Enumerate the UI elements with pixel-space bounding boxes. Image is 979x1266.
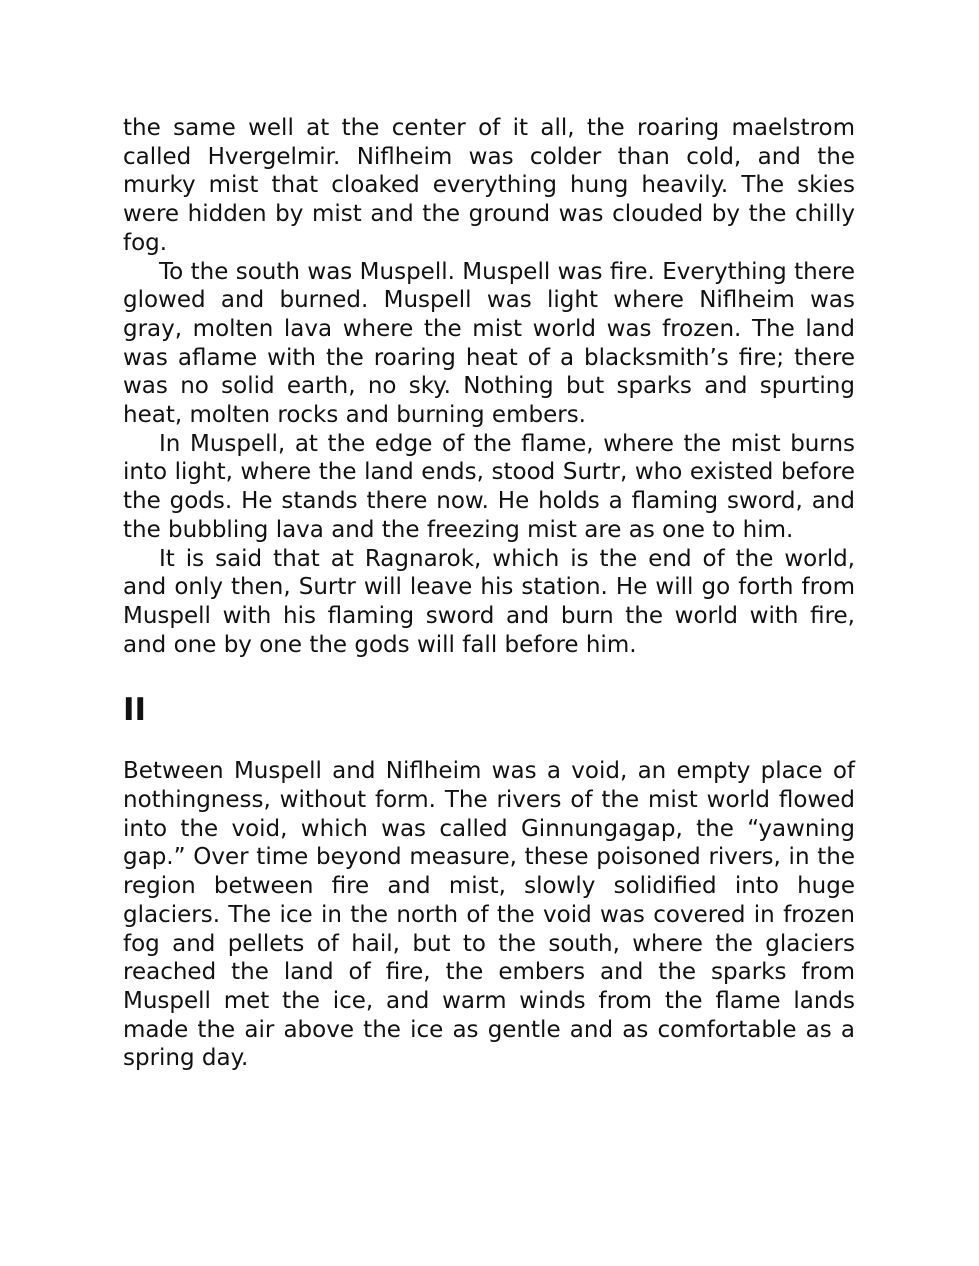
paragraph-ginnungagap: Between Muspell and Niflheim was a void, an empty place of nothingness, without form. The rivers of the mist world flowed into the void, which was called Ginnungagap, the “yawning gap.” Over time beyond measure, these poisoned rivers, in the region between fire and mist, slowly solidified into huge glaciers. The ice in the north of the void was covered in frozen fog and pellets of hail, but to the south, where the glaciers reached the land of fire, the embers and the sparks from Muspell met the ice, and warm winds from the flame lands made the air above the ice as gentle and as comfortable as a spring day. [123, 758, 855, 1072]
document-page [123, 114, 855, 1073]
paragraph-ragnarok: It is said that at Ragnarok, which is the end of the world, and only then, Surtr will leave his station. He will go forth from Muspell with his flaming sword and burn the world with fire, and one by one the gods will fall before him. [123, 545, 855, 658]
paragraph-muspell: To the south was Muspell. Muspell was fire. Everything there glowed and burned. Muspell was light where Niflheim was gray, molten lava where the mist world was frozen. The land was aflame with the roaring heat of a blacksmith’s fire; there was no solid earth, no sky. Nothing but sparks and spurting heat, molten rocks and burning embers. [123, 258, 855, 429]
paragraph-surtr: In Muspell, at the edge of the flame, where the mist burns into light, where the land ends, stood Surtr, who existed before the gods. He stands there now. He holds a flaming sword, and the bubbling lava and the freezing mist are as one to him. [123, 430, 855, 543]
paragraph-hvergelmir: the same well at the center of it all, the roaring maelstrom called Hvergelmir. Niflheim was colder than cold, and the murky mist that cloaked everything hung heavily. The skies were hidden by mist and the ground was clouded by the chilly fog. [123, 115, 855, 256]
section-heading: II [123, 692, 147, 729]
